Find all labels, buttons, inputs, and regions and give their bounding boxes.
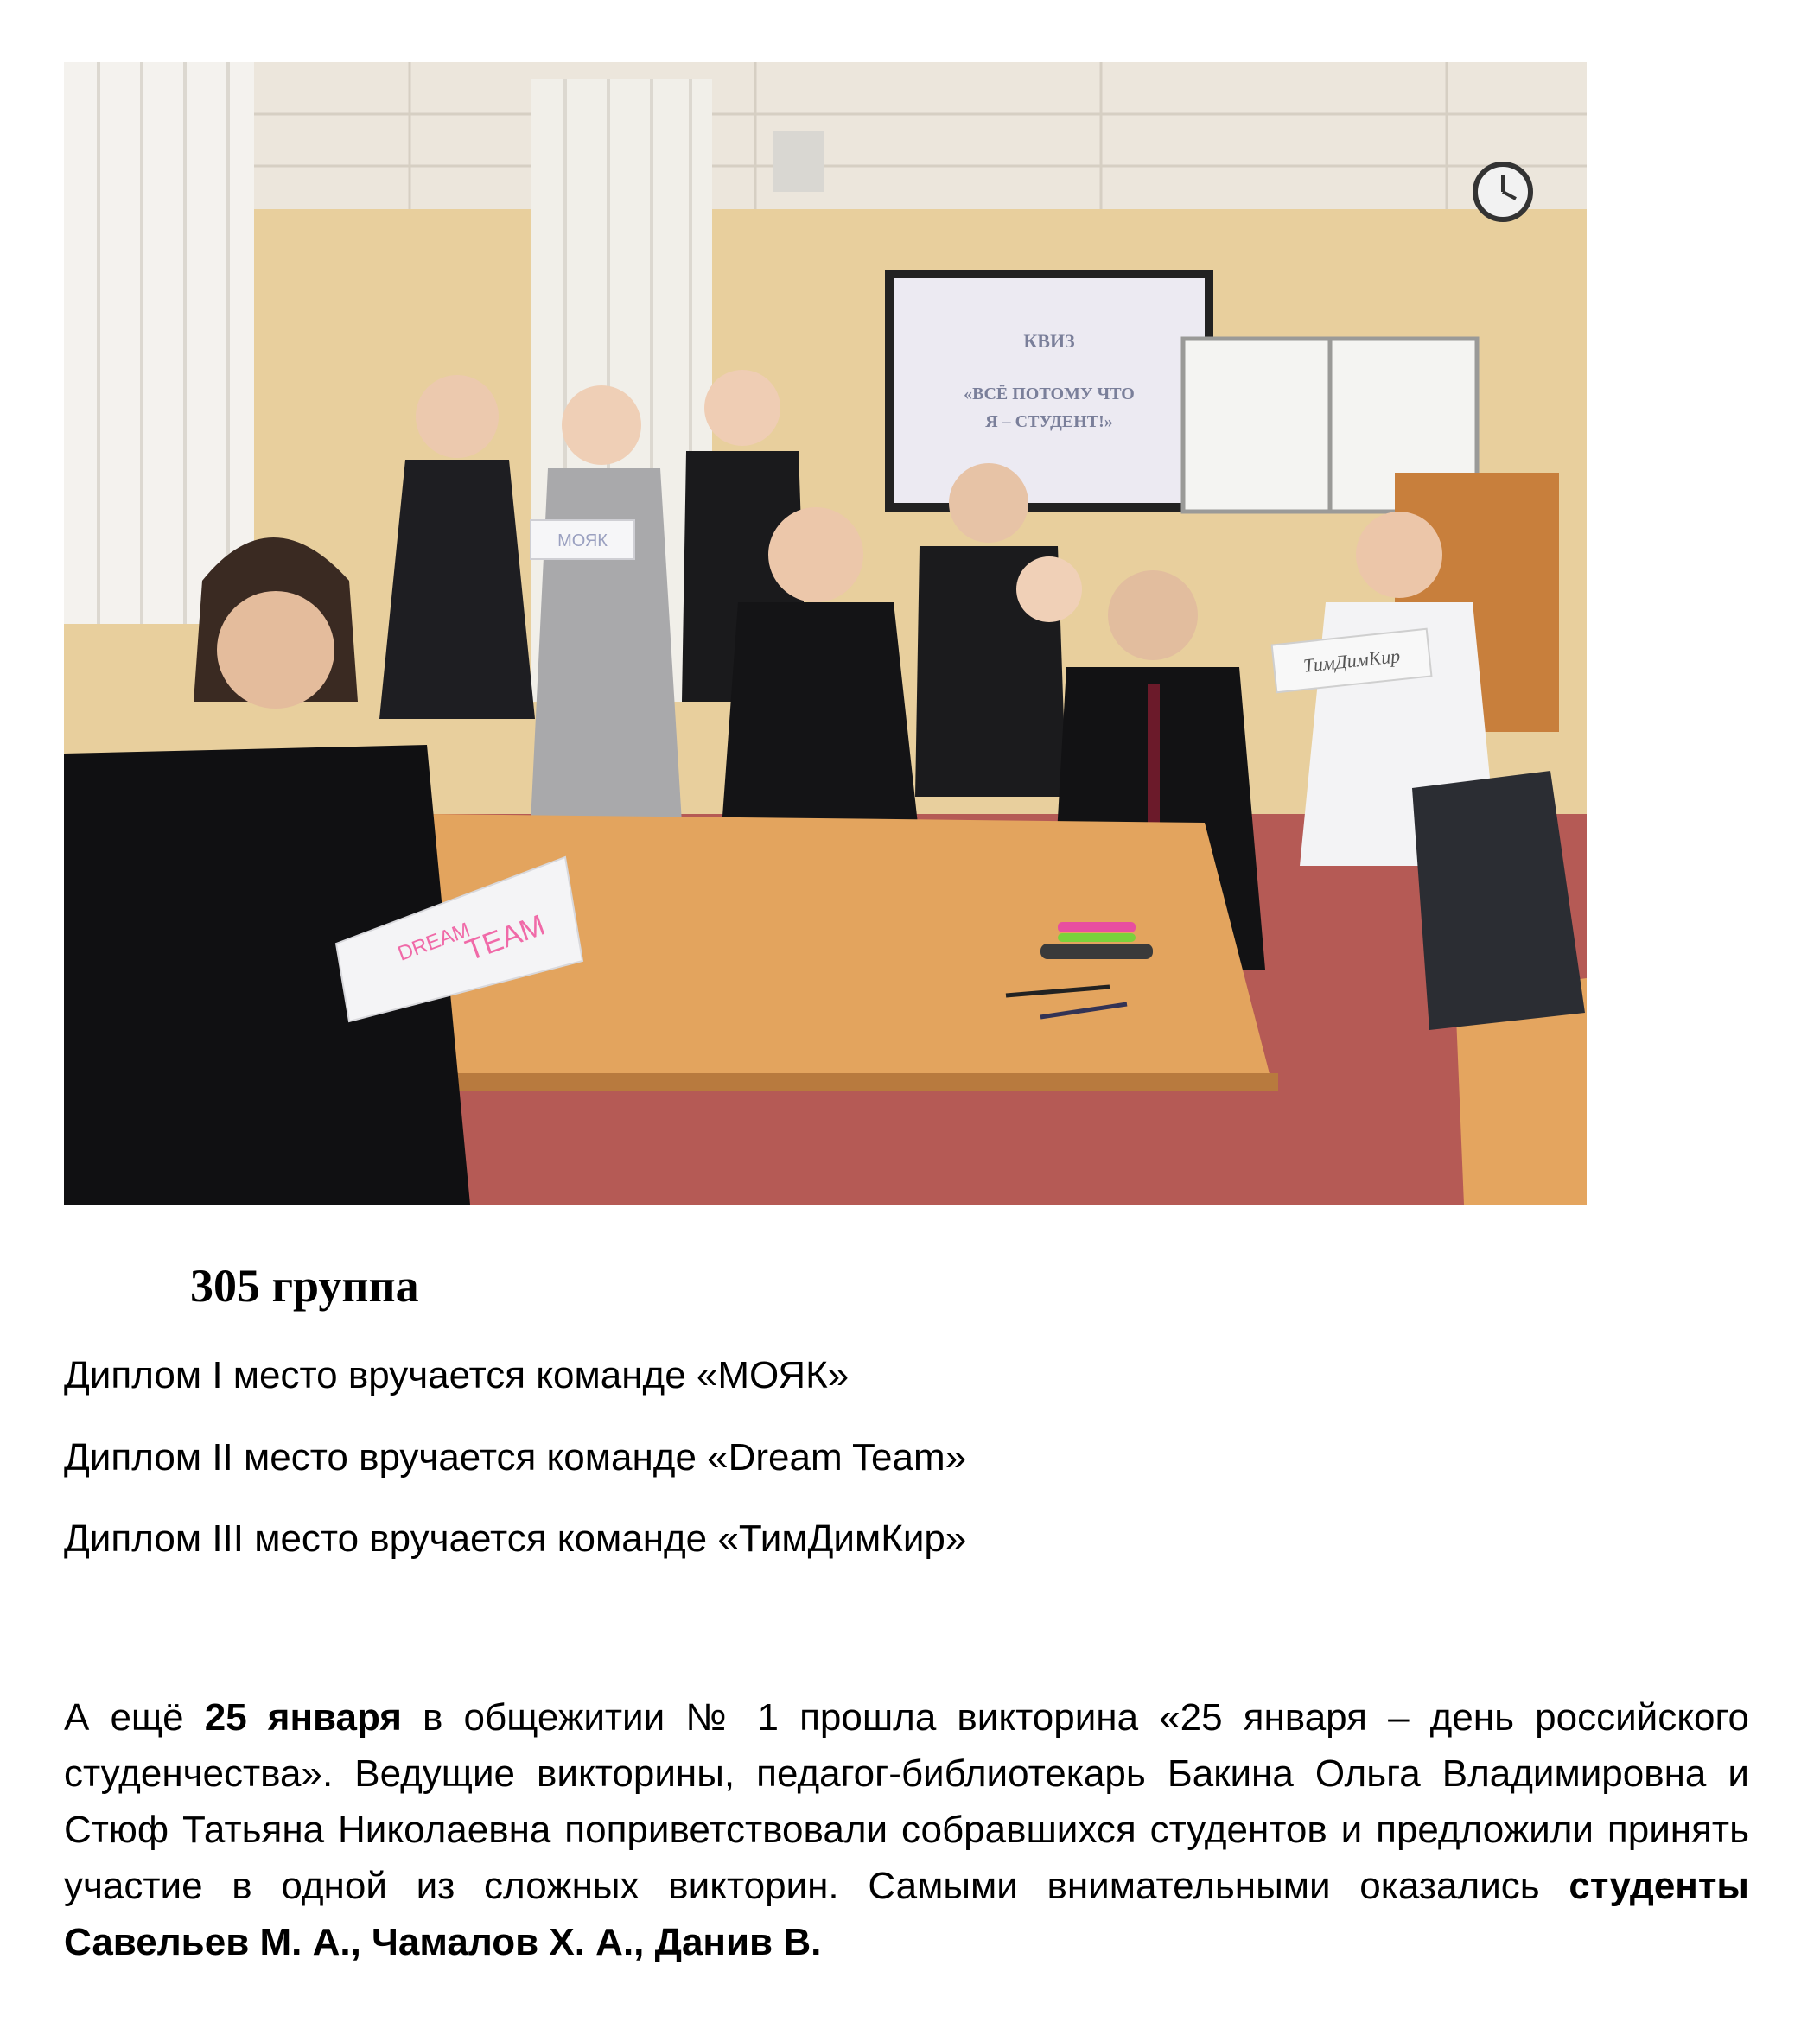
paragraph-students: студенты Савельев М. А., Чамалов Х. А., Данив В. (64, 1865, 1749, 1963)
paragraph-body: в общежитии № 1 прошла викторина «25 января – день российского студенчества». Ведущие викторины, педагог-библиотекарь Бакина Ольга Владимировна и Стюф Татьяна Николаевна поприветствовали собравшихся студентов и предложили принять участие в одной из сложных викторин. Самыми внимательными оказались (64, 1696, 1749, 1907)
screen-text-line3: Я – СТУДЕНТ!» (985, 412, 1113, 431)
quiz-paragraph (64, 1689, 1749, 1970)
projector (773, 131, 824, 192)
paragraph-date: 25 января (204, 1696, 402, 1739)
diploma-first-place: Диплом I место вручается команде «МОЯК» (64, 1354, 850, 1396)
group-title: 305 группа (190, 1260, 419, 1312)
screen-text-line1: КВИЗ (1023, 330, 1075, 352)
ceiling (64, 62, 1587, 209)
card-moyak-text: МОЯК (557, 531, 608, 550)
window-blinds-left (64, 62, 254, 624)
diploma-second-place: Диплом II место вручается команде «Dream Team» (64, 1436, 967, 1479)
whiteboard-left (1183, 339, 1330, 512)
card-timdimkir-text: ТимДимКир (1301, 645, 1402, 677)
paragraph-intro: А ещё (64, 1696, 205, 1739)
screen-text-line2: «ВСЁ ПОТОМУ ЧТО (964, 385, 1135, 404)
classroom-photo-illustration (64, 62, 1587, 1205)
card-team-text: TEAM (461, 908, 550, 968)
group-photo (64, 62, 1587, 1205)
diploma-third-place: Диплом III место вручается команде «ТимДимКир» (64, 1517, 967, 1560)
card-dream-text: DREAM (394, 918, 474, 966)
